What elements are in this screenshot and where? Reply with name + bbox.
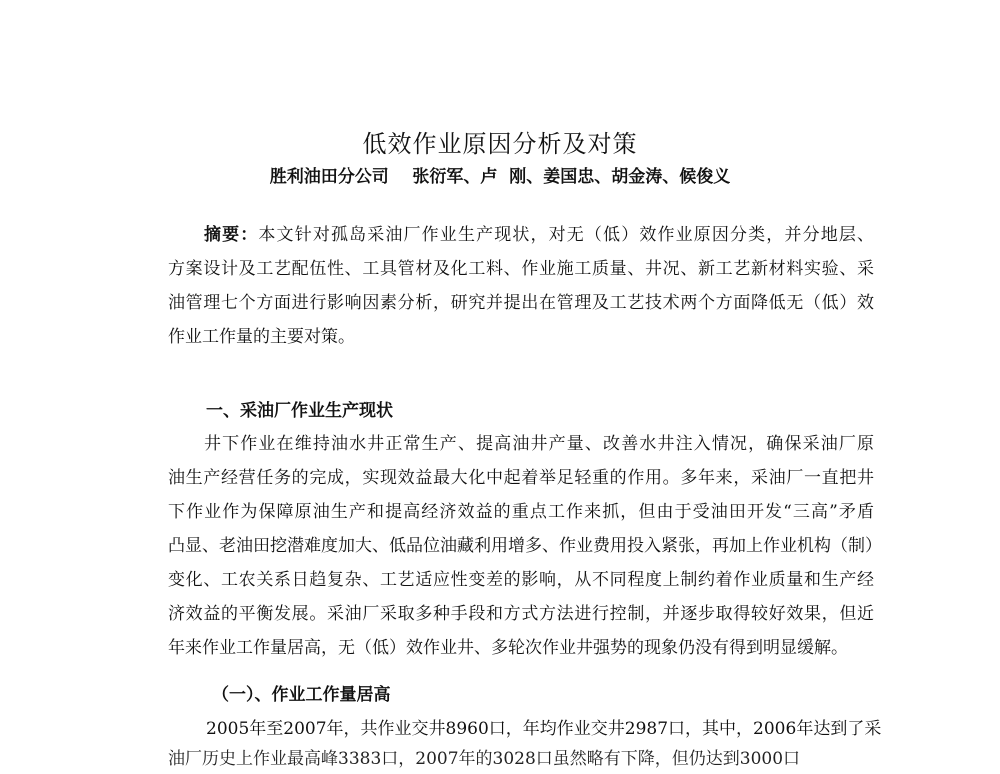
paragraph-line: 井下作业在维持油水井正常生产、提高油井产量、改善水井注入情况，确保采油厂原	[204, 434, 874, 454]
abstract-line: 方案设计及工艺配伍性、工具管材及化工料、作业施工质量、井况、新工艺新材料实验、采	[168, 259, 874, 279]
paragraph-line: 变化、工农关系日趋复杂、工艺适应性变差的影响，从不同程度上制约着作业质量和生产经	[168, 570, 874, 590]
abstract-label: 摘要：	[204, 225, 259, 245]
abstract-text: 本文针对孤岛采油厂作业生产现状，对无（低）效作业原因分类，并分地层、	[258, 225, 875, 245]
paragraph-line-partial: 油厂历史上作业最高峰3383口，2007年的3028口虽然略有下降，但仍达到3000口	[168, 749, 801, 769]
paragraph-line: 油生产经营任务的完成，实现效益最大化中起着举足轻重的作用。多年来，采油厂一直把井	[168, 468, 874, 488]
paragraph-line: 凸显、老油田挖潜难度加大、低品位油藏利用增多、作业费用投入紧张，再加上作业机构（制）	[168, 536, 882, 556]
subsection-heading: （一）、作业工作量居高	[212, 685, 391, 705]
abstract-line	[168, 218, 874, 252]
document-title: 低效作业原因分析及对策	[362, 130, 638, 158]
paragraph-line: 济效益的平衡发展。采油厂采取多种手段和方式方法进行控制，并逐步取得较好效果，但近	[168, 604, 874, 624]
paragraph-line: 年来作业工作量居高，无（低）效作业井、多轮次作业井强势的现象仍没有得到明显缓解。	[168, 638, 848, 658]
abstract	[168, 218, 874, 354]
author-line: 胜利油田分公司 张衍军、卢 刚、姜国忠、胡金涛、候俊义	[269, 167, 731, 187]
paragraph-line: 2005年至2007年，共作业交井8960口，年均作业交井2987口，其中，2006年达到了采	[206, 719, 882, 739]
abstract-line: 作业工作量的主要对策。	[168, 327, 355, 347]
section-paragraph	[168, 427, 882, 665]
paragraph-line: 下作业作为保障原油生产和提高经济效益的重点工作来抓，但由于受油田开发“三高”矛盾	[168, 502, 874, 522]
abstract-line: 油管理七个方面进行影响因素分析，研究并提出在管理及工艺技术两个方面降低无（低）效	[168, 293, 874, 313]
section-heading: 一、采油厂作业生产现状	[206, 401, 393, 421]
